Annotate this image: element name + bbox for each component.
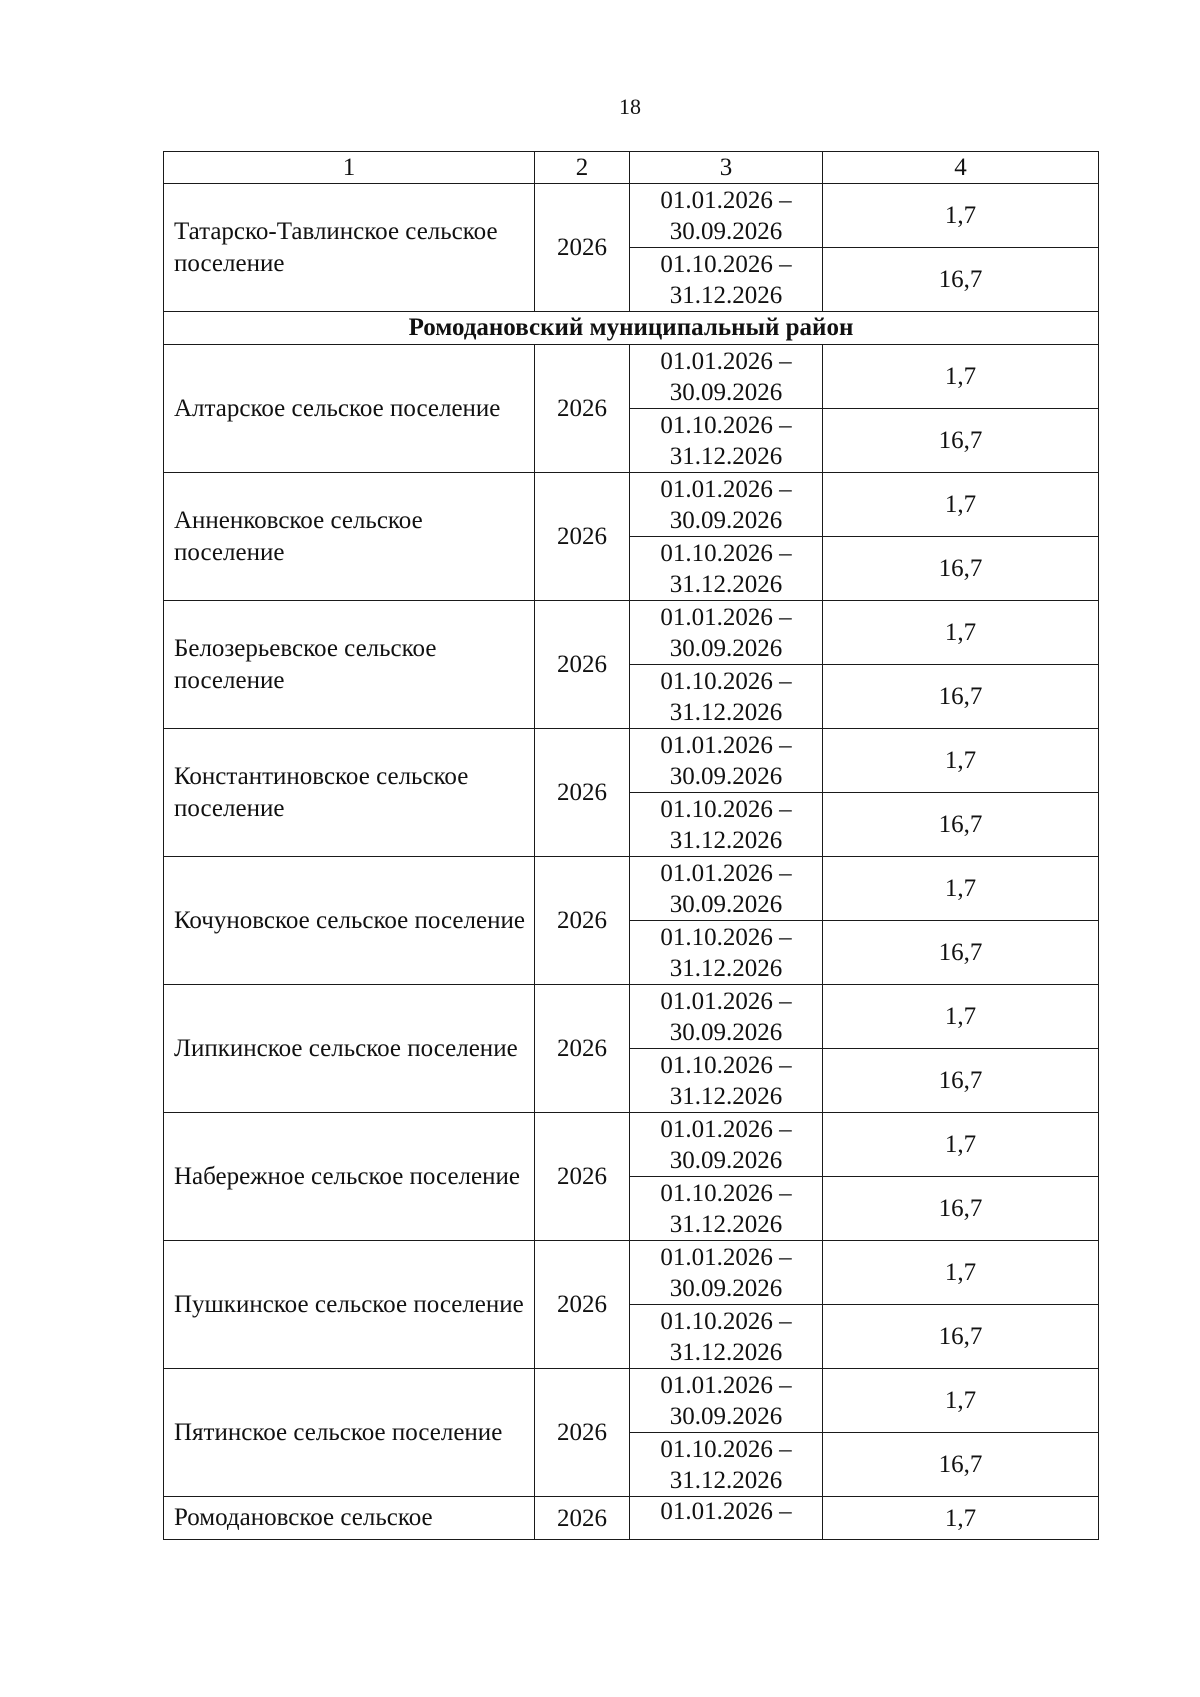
year-cell: 2026 — [535, 1369, 630, 1497]
period-cell: 01.01.2026 – 30.09.2026 — [630, 729, 823, 793]
value-cell: 16,7 — [823, 793, 1099, 857]
value-cell: 16,7 — [823, 1049, 1099, 1113]
period-cell: 01.01.2026 – — [630, 1497, 823, 1540]
table-row — [164, 184, 1099, 248]
settlement-name: Анненковское сельское поселение — [164, 473, 535, 601]
table-row — [164, 1369, 1099, 1433]
year-cell: 2026 — [535, 345, 630, 473]
period-cell: 01.10.2026 – 31.12.2026 — [630, 793, 823, 857]
table-row — [164, 1241, 1099, 1305]
period-cell: 01.01.2026 – 30.09.2026 — [630, 473, 823, 537]
table-row — [164, 601, 1099, 665]
value-cell: 1,7 — [823, 601, 1099, 665]
table-row — [164, 857, 1099, 921]
settlement-name: Пушкинское сельское поселение — [164, 1241, 535, 1369]
period-cell: 01.10.2026 – 31.12.2026 — [630, 1049, 823, 1113]
year-cell: 2026 — [535, 1113, 630, 1241]
year-cell: 2026 — [535, 184, 630, 312]
settlement-name: Пятинское сельское поселение — [164, 1369, 535, 1497]
value-cell: 1,7 — [823, 1113, 1099, 1177]
period-cell: 01.10.2026 – 31.12.2026 — [630, 409, 823, 473]
settlement-name: Ромодановское сельское — [164, 1497, 535, 1540]
value-cell: 1,7 — [823, 473, 1099, 537]
period-cell: 01.01.2026 – 30.09.2026 — [630, 601, 823, 665]
value-cell: 16,7 — [823, 409, 1099, 473]
year-cell: 2026 — [535, 473, 630, 601]
year-cell: 2026 — [535, 1497, 630, 1540]
period-cell: 01.10.2026 – 31.12.2026 — [630, 665, 823, 729]
year-cell: 2026 — [535, 857, 630, 985]
period-cell: 01.01.2026 – 30.09.2026 — [630, 985, 823, 1049]
period-cell: 01.01.2026 – 30.09.2026 — [630, 1241, 823, 1305]
value-cell: 16,7 — [823, 537, 1099, 601]
year-cell: 2026 — [535, 1241, 630, 1369]
period-cell: 01.01.2026 – 30.09.2026 — [630, 1369, 823, 1433]
settlement-name: Набережное сельское поселение — [164, 1113, 535, 1241]
period-cell: 01.01.2026 – 30.09.2026 — [630, 345, 823, 409]
table-row — [164, 729, 1099, 793]
period-cell: 01.10.2026 – 31.12.2026 — [630, 537, 823, 601]
period-cell: 01.01.2026 – 30.09.2026 — [630, 184, 823, 248]
period-cell: 01.10.2026 – 31.12.2026 — [630, 248, 823, 312]
header-cell-4: 4 — [823, 152, 1099, 184]
table-row — [164, 345, 1099, 409]
value-cell: 1,7 — [823, 184, 1099, 248]
value-cell: 16,7 — [823, 1433, 1099, 1497]
settlement-name: Кочуновское сельское поселение — [164, 857, 535, 985]
year-cell: 2026 — [535, 985, 630, 1113]
table-row — [164, 1497, 1099, 1540]
value-cell: 1,7 — [823, 985, 1099, 1049]
settlement-name: Алтарское сельское поселение — [164, 345, 535, 473]
page-number: 18 — [619, 94, 641, 119]
value-cell: 16,7 — [823, 248, 1099, 312]
header-row — [164, 152, 1099, 184]
table-row — [164, 985, 1099, 1049]
tariff-table-body — [164, 152, 1099, 1540]
settlement-name: Белозерьевское сельское поселение — [164, 601, 535, 729]
period-cell: 01.10.2026 – 31.12.2026 — [630, 1305, 823, 1369]
value-cell: 16,7 — [823, 1305, 1099, 1369]
region-title: Ромодановский муниципальный район — [164, 312, 1099, 345]
settlement-name: Константиновское сельское поселение — [164, 729, 535, 857]
value-cell: 1,7 — [823, 1497, 1099, 1540]
tariff-table — [163, 151, 1099, 1540]
header-cell-3: 3 — [630, 152, 823, 184]
header-cell-2: 2 — [535, 152, 630, 184]
region-row — [164, 312, 1099, 345]
year-cell: 2026 — [535, 729, 630, 857]
header-cell-1: 1 — [164, 152, 535, 184]
value-cell: 1,7 — [823, 1369, 1099, 1433]
settlement-name: Татарско-Тавлинское сельское поселение — [164, 184, 535, 312]
table-row — [164, 473, 1099, 537]
value-cell: 1,7 — [823, 729, 1099, 793]
value-cell: 16,7 — [823, 665, 1099, 729]
period-cell: 01.10.2026 – 31.12.2026 — [630, 921, 823, 985]
value-cell: 1,7 — [823, 857, 1099, 921]
value-cell: 16,7 — [823, 1177, 1099, 1241]
period-cell: 01.01.2026 – 30.09.2026 — [630, 857, 823, 921]
table-row — [164, 1113, 1099, 1177]
period-cell: 01.10.2026 – 31.12.2026 — [630, 1177, 823, 1241]
value-cell: 1,7 — [823, 1241, 1099, 1305]
year-cell: 2026 — [535, 601, 630, 729]
period-cell: 01.01.2026 – 30.09.2026 — [630, 1113, 823, 1177]
settlement-name: Липкинское сельское поселение — [164, 985, 535, 1113]
value-cell: 1,7 — [823, 345, 1099, 409]
period-cell: 01.10.2026 – 31.12.2026 — [630, 1433, 823, 1497]
value-cell: 16,7 — [823, 921, 1099, 985]
